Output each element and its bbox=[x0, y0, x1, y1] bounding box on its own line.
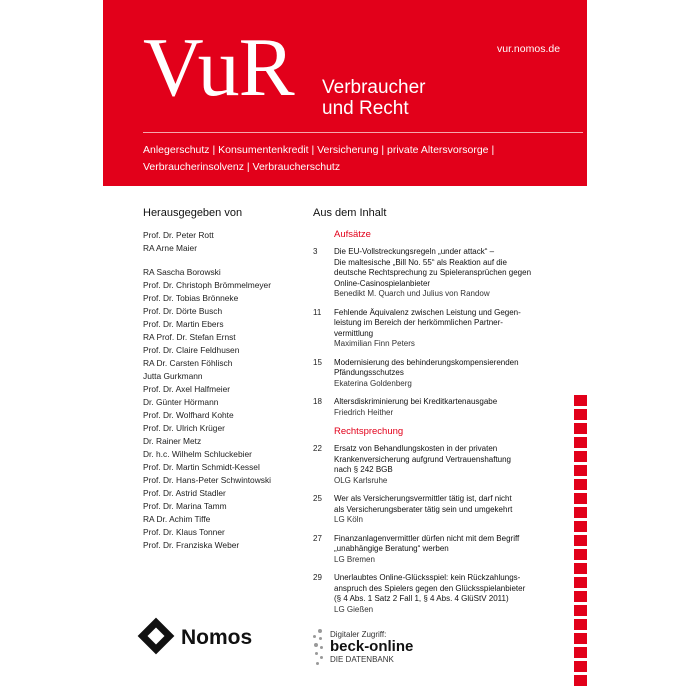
editor-name: Prof. Dr. Ulrich Krüger bbox=[143, 423, 225, 433]
dot-shape bbox=[318, 629, 322, 633]
entry-title-line: (§ 4 Abs. 1 Satz 2 Fall 1, § 4 Abs. 4 GlüStV 2011) bbox=[334, 594, 509, 603]
header-divider bbox=[143, 132, 583, 133]
register-mark bbox=[574, 633, 587, 644]
register-mark bbox=[574, 577, 587, 588]
contents-entry bbox=[313, 308, 583, 350]
entry-page-number: 18 bbox=[313, 397, 322, 406]
entry-page-number: 25 bbox=[313, 494, 322, 503]
subtitle-line-1: Verbraucher bbox=[322, 77, 426, 98]
register-mark bbox=[574, 423, 587, 434]
editor-name: Prof. Dr. Tobias Brönneke bbox=[143, 293, 239, 303]
register-mark bbox=[574, 549, 587, 560]
entry-page-number: 27 bbox=[313, 533, 322, 543]
register-mark bbox=[574, 451, 587, 462]
entry-title-line: Fehlende Äquivalenz zwischen Leistung und Gegen- bbox=[334, 307, 521, 317]
editor-name: Prof. Dr. Christoph Brömmelmeyer bbox=[143, 280, 271, 290]
beck-online-logo bbox=[330, 630, 413, 664]
register-mark bbox=[574, 465, 587, 476]
entry-page-number: 22 bbox=[313, 444, 322, 453]
register-mark bbox=[574, 647, 587, 658]
contents-entry bbox=[313, 358, 583, 390]
subtitle-line-2: und Recht bbox=[322, 98, 409, 119]
entry-title-line: Finanzanlagenvermittler dürfen nicht mit dem Begriff bbox=[334, 533, 520, 543]
journal-logo: VuR bbox=[143, 21, 294, 114]
contents-category: Rechtsprechung bbox=[334, 426, 404, 437]
editor-name: Prof. Dr. Martin Ebers bbox=[143, 319, 224, 329]
editor-name: Dr. Rainer Metz bbox=[143, 436, 202, 446]
editors-heading: Herausgegeben von bbox=[143, 207, 243, 219]
register-mark bbox=[574, 395, 587, 406]
contents-heading: Aus dem Inhalt bbox=[313, 207, 387, 219]
contents-list bbox=[313, 229, 583, 615]
entry-author: LG Bremen bbox=[334, 554, 375, 564]
entry-title-line: Krankenversicherung aufgrund Vertrauenshaftung bbox=[334, 454, 512, 464]
editor-name: Prof. Dr. Astrid Stadler bbox=[143, 488, 226, 498]
register-mark bbox=[574, 521, 587, 532]
entry-title-line: Modernisierung des behinderungskompensierenden bbox=[334, 357, 519, 367]
editors-column bbox=[143, 207, 303, 552]
nomos-logo-icon bbox=[138, 618, 175, 655]
editor-name: Prof. Dr. Franziska Weber bbox=[143, 540, 240, 550]
editor-name: Prof. Dr. Klaus Tonner bbox=[143, 527, 225, 537]
register-mark bbox=[574, 493, 587, 504]
contents-entry bbox=[313, 494, 583, 526]
beck-online-dots-icon bbox=[312, 629, 326, 669]
editor-name: Prof. Dr. Marina Tamm bbox=[143, 501, 227, 511]
contents-entry bbox=[313, 534, 583, 566]
editor-name: Prof. Dr. Dörte Busch bbox=[143, 306, 223, 316]
editor-name: RA Sascha Borowski bbox=[143, 267, 221, 277]
access-brand: beck-online bbox=[330, 638, 414, 655]
register-mark bbox=[574, 591, 587, 602]
register-mark bbox=[574, 605, 587, 616]
editor-name: Prof. Dr. Claire Feldhusen bbox=[143, 345, 240, 355]
entry-title-line: Online-Casinospielanbieter bbox=[334, 278, 431, 288]
register-mark bbox=[574, 563, 587, 574]
dot-shape bbox=[316, 662, 319, 665]
journal-url[interactable]: vur.nomos.de bbox=[497, 43, 561, 55]
entry-title-line: Die maltesische „Bill No. 55“ als Reaktion auf die bbox=[334, 257, 507, 267]
entry-title-line: anspruch des Spielers gegen den Glücksspielanbieter bbox=[334, 583, 526, 593]
entry-author: OLG Karlsruhe bbox=[334, 475, 388, 485]
contents-entry bbox=[313, 397, 583, 418]
entry-author: Benedikt M. Quarch und Julius von Randow bbox=[334, 289, 490, 298]
entry-title-line: als Versicherungsberater tätig sein und umgekehrt bbox=[334, 504, 513, 514]
register-mark bbox=[574, 661, 587, 672]
editor-name: Prof. Dr. Wolfhard Kohte bbox=[143, 410, 234, 420]
topics-line-1: Anlegerschutz | Konsumentenkredit | Versicherung | private Altersvorsorge | bbox=[143, 144, 495, 156]
entry-page-number: 15 bbox=[313, 357, 322, 367]
entry-page-number: 29 bbox=[313, 573, 322, 582]
dot-shape bbox=[319, 637, 322, 640]
entry-title-line: Ersatz von Behandlungskosten in der privaten bbox=[334, 444, 498, 453]
contents-column bbox=[313, 207, 583, 623]
contents-entry bbox=[313, 444, 583, 486]
editor-name: Prof. Dr. Martin Schmidt-Kessel bbox=[143, 462, 260, 472]
entry-title-line: Unerlaubtes Online-Glücksspiel: kein Rückzahlungs- bbox=[334, 573, 521, 582]
contents-entry bbox=[313, 573, 583, 615]
entry-title-line: Pfändungsschutzes bbox=[334, 368, 404, 377]
register-mark bbox=[574, 479, 587, 490]
edge-register-marks bbox=[574, 395, 587, 689]
entry-title-line: „unabhängige Beratung“ werben bbox=[334, 544, 449, 553]
editor-name: RA Prof. Dr. Stefan Ernst bbox=[143, 332, 236, 342]
editor-name: Prof. Dr. Axel Halfmeier bbox=[143, 384, 231, 394]
register-mark bbox=[574, 675, 587, 686]
contents-category: Aufsätze bbox=[334, 229, 371, 240]
entry-author: Friedrich Heither bbox=[334, 407, 394, 417]
register-mark bbox=[574, 535, 587, 546]
topics-line-2: Verbraucherinsolvenz | Verbraucherschutz bbox=[143, 161, 341, 173]
dot-shape bbox=[315, 652, 318, 655]
dot-shape bbox=[314, 643, 318, 647]
register-mark bbox=[574, 507, 587, 518]
register-mark bbox=[574, 409, 587, 420]
entry-author: Ekaterina Goldenberg bbox=[334, 378, 412, 388]
dot-shape bbox=[320, 646, 323, 649]
editors-gap bbox=[143, 255, 303, 266]
entry-title-line: nach § 242 BGB bbox=[334, 465, 393, 474]
editor-name: Dr. h.c. Wilhelm Schluckebier bbox=[143, 449, 252, 459]
entry-title-line: deutsche Rechtsprechung zu Spieleransprüchen gegen bbox=[334, 268, 532, 277]
entry-page-number: 3 bbox=[313, 247, 318, 256]
journal-subtitle bbox=[322, 77, 426, 119]
register-mark bbox=[574, 619, 587, 630]
entry-page-number: 11 bbox=[313, 307, 322, 317]
contents-entry bbox=[313, 247, 583, 300]
dot-shape bbox=[320, 656, 323, 659]
editor-name: RA Arne Maier bbox=[143, 243, 197, 253]
editor-name: Prof. Dr. Hans-Peter Schwintowski bbox=[143, 475, 271, 485]
editor-name: Jutta Gurkmann bbox=[143, 371, 203, 381]
entry-author: LG Gießen bbox=[334, 604, 374, 614]
access-label: Digitaler Zugriff: bbox=[330, 630, 387, 639]
editor-name: RA Dr. Carsten Föhlisch bbox=[143, 358, 233, 368]
entry-title-line: Die EU-Vollstreckungsregeln „under attack“ – bbox=[334, 247, 495, 256]
entry-title-line: leistung im Bereich der herkömmlichen Partner- bbox=[334, 318, 503, 327]
editor-name: RA Dr. Achim Tiffe bbox=[143, 514, 211, 524]
dot-shape bbox=[313, 635, 316, 638]
entry-title-line: Wer als Versicherungsvermittler tätig ist, darf nicht bbox=[334, 494, 512, 503]
entry-title-line: Altersdiskriminierung bei Kreditkartenausgabe bbox=[334, 397, 498, 406]
entry-author: LG Köln bbox=[334, 515, 363, 524]
access-sub: DIE DATENBANK bbox=[330, 655, 394, 664]
topics-list bbox=[143, 142, 573, 176]
editors-list bbox=[143, 229, 303, 552]
register-mark bbox=[574, 437, 587, 448]
editor-name: Dr. Günter Hörmann bbox=[143, 397, 219, 407]
editor-name: Prof. Dr. Peter Rott bbox=[143, 230, 214, 240]
publisher-name: Nomos bbox=[181, 626, 253, 649]
entry-title-line: vermittlung bbox=[334, 328, 374, 338]
cover-header bbox=[103, 0, 587, 186]
entry-author: Maximilian Finn Peters bbox=[334, 339, 415, 348]
